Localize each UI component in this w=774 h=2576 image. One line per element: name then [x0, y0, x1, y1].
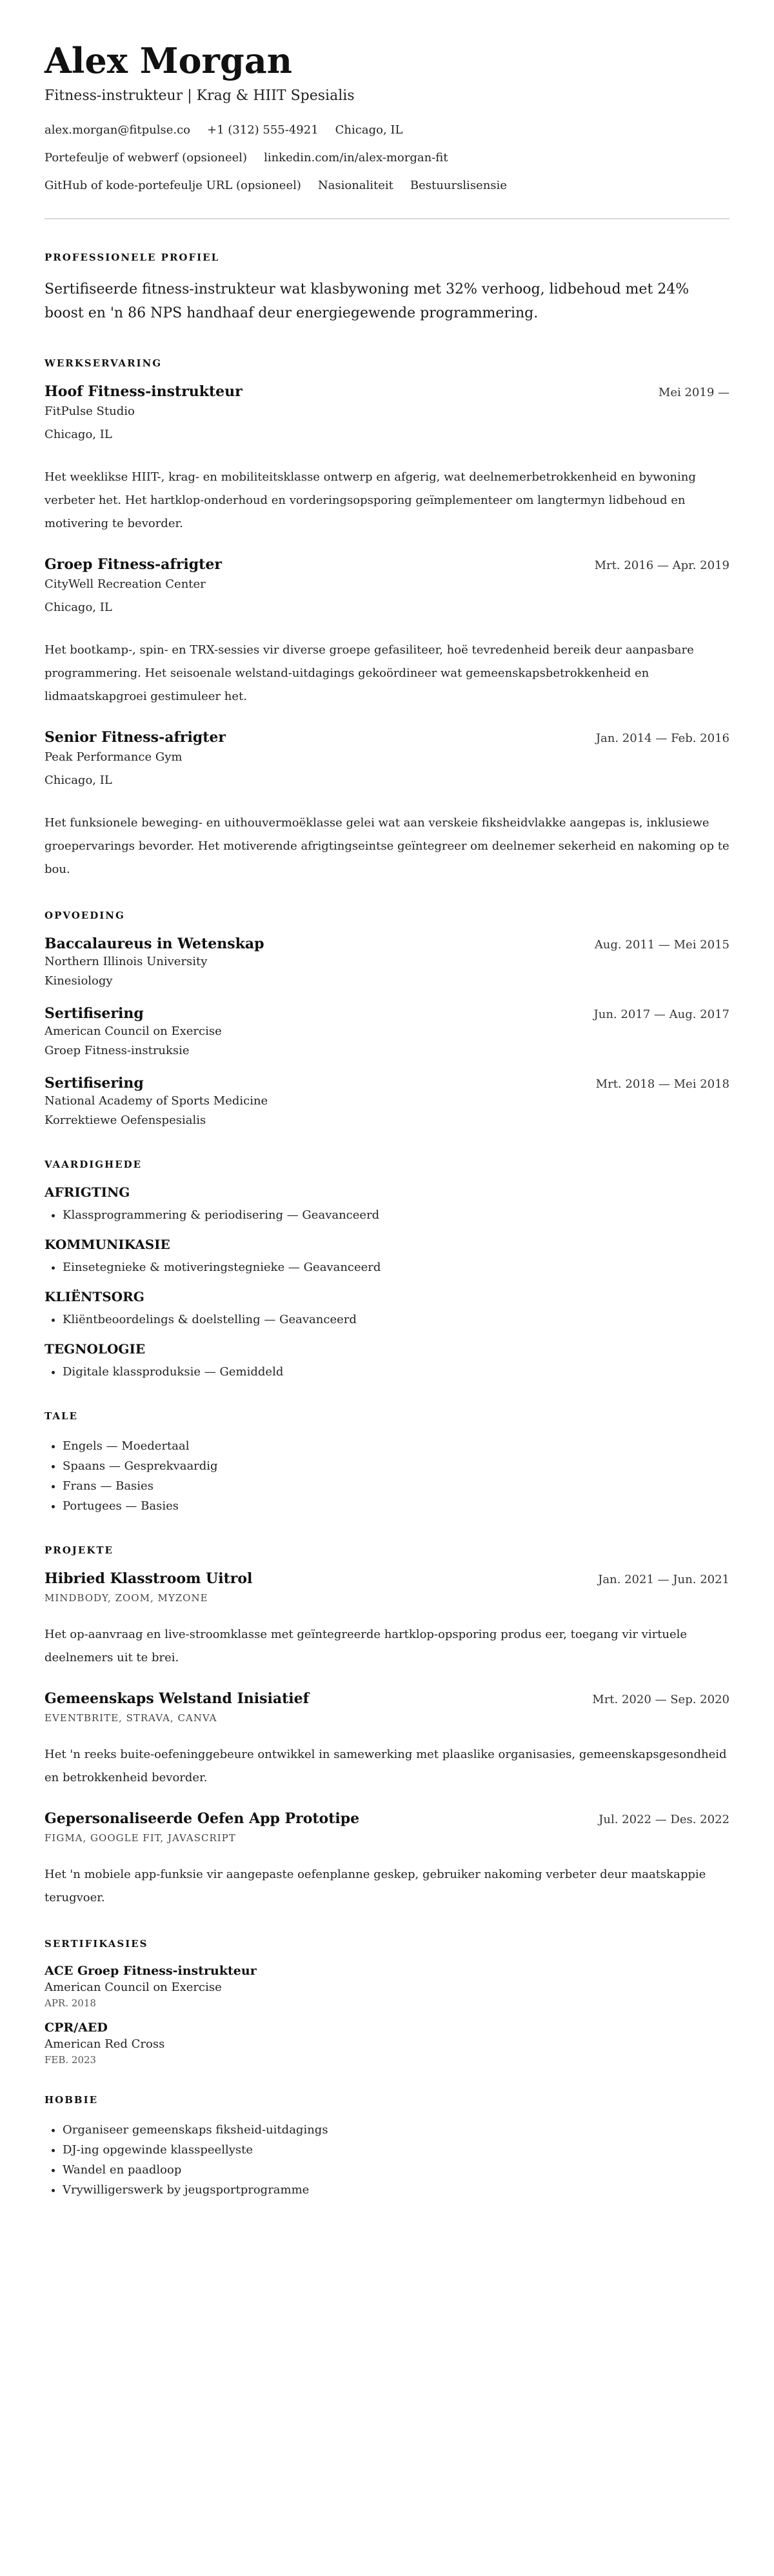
job-description: Het funksionele beweging- en uithouvermoëklasse gelei wat aan verskeie fiksheidvlakke aangepas is, inklusiewe groepervarings bevorder. Het motiverende afrigtingseintse geïntegreer om deelnemer sekerheid en nakoming op te bou. — [45, 816, 729, 876]
section-title: HOBBIE — [45, 2094, 99, 2106]
location: Chicago, IL — [45, 774, 112, 787]
project-entry — [45, 1690, 729, 1790]
field: Kinesiology — [45, 974, 113, 988]
section-title: PROJEKTE — [45, 1544, 114, 1556]
date-range: Jun. 2017 — Aug. 2017 — [593, 1008, 729, 1021]
certifications-section — [45, 1938, 729, 2066]
hobby-item: • Organiseer gemeenskaps fiksheid-uitdagings — [63, 2120, 729, 2140]
job-title: Hoof Fitness-instrukteur — [45, 383, 243, 400]
skill-category: TEGNOLOGIE — [45, 1341, 146, 1357]
section-title: WERKSERVARING — [45, 357, 163, 369]
date-range: Mrt. 2020 — Sep. 2020 — [592, 1693, 729, 1706]
section-title: PROFESSIONELE PROFIEL — [45, 252, 220, 263]
contact-row — [45, 151, 729, 165]
section-title: OPVOEDING — [45, 910, 125, 921]
school: National Academy of Sports Medicine — [45, 1094, 268, 1108]
project-tech: MINDBODY, ZOOM, MYZONE — [45, 1592, 208, 1604]
location: Chicago, IL — [45, 428, 112, 441]
hobby-item: • Wandel en paadloop — [63, 2160, 729, 2180]
school: American Council on Exercise — [45, 1024, 222, 1038]
project-name: Gemeenskaps Welstand Inisiatief — [45, 1690, 310, 1707]
entry-header — [45, 1570, 729, 1587]
entry-header — [45, 1690, 729, 1707]
project-name: Gepersonaliseerde Oefen App Prototipe — [45, 1810, 360, 1827]
certification-entry — [45, 2021, 729, 2066]
date-range: Jul. 2022 — Des. 2022 — [599, 1813, 729, 1826]
entry-header — [45, 556, 729, 573]
date-range: Aug. 2011 — Mei 2015 — [594, 938, 729, 952]
skills-section — [45, 1159, 729, 1382]
phone: +1 (312) 555-4921 — [207, 123, 319, 137]
entry-header — [45, 935, 729, 952]
language-item: • Spaans — Gesprekvaardig — [63, 1456, 729, 1476]
certification-name: CPR/AED — [45, 2021, 108, 2035]
company: FitPulse Studio — [45, 404, 135, 418]
skill-list — [45, 1205, 729, 1225]
section-title: TALE — [45, 1410, 78, 1422]
project-name: Hibried Klasstroom Uitrol — [45, 1570, 253, 1587]
degree: Sertifisering — [45, 1075, 144, 1092]
experience-entry — [45, 383, 729, 535]
resume-header — [45, 37, 729, 192]
hobbies-section — [45, 2094, 729, 2200]
entry-header — [45, 1075, 729, 1092]
job-title: Groep Fitness-afrigter — [45, 556, 222, 573]
experience-section — [45, 357, 729, 881]
job-description: Het bootkamp-, spin- en TRX-sessies vir diverse groepe gefasiliteer, hoë tevredenheid bereik deur aanpasbare programmering. Het seisoenale welstand-uitdagings gekoördineer wat gemeenskapsbetrokkenheid en lidmaatskapgroei gestimuleer het. — [45, 643, 694, 703]
issuer: American Council on Exercise — [45, 1981, 222, 1994]
experience-entry — [45, 729, 729, 881]
skill-category: KLIËNTSORG — [45, 1289, 144, 1304]
skill-list — [45, 1257, 729, 1277]
skill-list — [45, 1362, 729, 1382]
project-entry — [45, 1810, 729, 1910]
entry-header — [45, 729, 729, 746]
certification-entry — [45, 1964, 729, 2009]
company: Peak Performance Gym — [45, 750, 183, 764]
date-range: Mei 2019 — — [658, 386, 729, 399]
degree: Sertifisering — [45, 1005, 144, 1022]
language-item: • Portugees — Basies — [63, 1496, 729, 1516]
issuer: American Red Cross — [45, 2037, 165, 2051]
education-entry — [45, 935, 729, 991]
date-range: Mrt. 2016 — Apr. 2019 — [594, 559, 729, 572]
education-entry — [45, 1075, 729, 1130]
certification-date: APR. 2018 — [45, 1997, 96, 2009]
skill-category: KOMMUNIKASIE — [45, 1237, 170, 1252]
profile-section — [45, 252, 729, 325]
profile-text: Sertifiseerde fitness-instrukteur wat klasbywoning met 32% verhoog, lidbehoud met 24% boost en 'n 86 NPS handhaaf deur energiegewende programmering. — [45, 281, 690, 321]
language-item: • Engels — Moedertaal — [63, 1436, 729, 1456]
degree: Baccalaureus in Wetenskap — [45, 935, 264, 952]
entry-header — [45, 383, 729, 400]
nationality: Nasionaliteit — [317, 179, 393, 192]
email-link[interactable]: alex.morgan@fitpulse.co — [45, 123, 191, 137]
project-description: Het 'n mobiele app-funksie vir aangepaste oefenplanne geskep, gebruiker nakoming verbeter deur maatskappie terugvoer. — [45, 1868, 706, 1904]
location: Chicago, IL — [335, 123, 403, 137]
location: Chicago, IL — [45, 601, 112, 614]
skill-item: • Klassprogrammering & periodisering — Geavanceerd — [63, 1205, 729, 1225]
linkedin-link[interactable]: linkedin.com/in/alex-morgan-fit — [264, 151, 448, 165]
skill-category: AFRIGTING — [45, 1184, 130, 1200]
field: Korrektiewe Oefenspesialis — [45, 1113, 206, 1127]
projects-section — [45, 1544, 729, 1910]
date-range: Jan. 2014 — Feb. 2016 — [595, 732, 729, 745]
divider — [45, 218, 729, 219]
skill-item: • Digitale klassproduksie — Gemiddeld — [63, 1362, 729, 1382]
name: Alex Morgan — [45, 40, 293, 81]
company: CityWell Recreation Center — [45, 577, 206, 591]
project-description: Het op-aanvraag en live-stroomklasse met geïntegreerde hartklop-opsporing produs eer, toegang vir virtuele deelnemers uit te brei. — [45, 1628, 688, 1664]
project-entry — [45, 1570, 729, 1670]
school: Northern Illinois University — [45, 955, 208, 968]
skill-list — [45, 1310, 729, 1330]
job-title: Senior Fitness-afrigter — [45, 729, 226, 746]
date-range: Jan. 2021 — Jun. 2021 — [598, 1573, 729, 1586]
hobby-item: • DJ-ing opgewinde klasspeellyste — [63, 2140, 729, 2160]
entry-header — [45, 1810, 729, 1827]
contact-row — [45, 123, 729, 137]
contact-row — [45, 179, 729, 192]
education-entry — [45, 1005, 729, 1061]
drivers-license: Bestuurslisensie — [410, 179, 507, 192]
entry-header — [45, 1005, 729, 1022]
certification-name: ACE Groep Fitness-instrukteur — [45, 1964, 257, 1978]
job-subtitle: Fitness-instrukteur | Krag & HIIT Spesialis — [45, 88, 355, 104]
date-range: Mrt. 2018 — Mei 2018 — [595, 1077, 729, 1091]
portfolio-link[interactable]: Portefeulje of webwerf (opsioneel) — [45, 151, 248, 165]
skill-item: • Kliëntbeoordelings & doelstelling — Geavanceerd — [63, 1310, 729, 1330]
github-link[interactable]: GitHub of kode-portefeulje URL (opsioneel) — [45, 179, 301, 192]
hobby-item: • Vrywilligerswerk by jeugsportprogramme — [63, 2180, 729, 2200]
field: Groep Fitness-instruksie — [45, 1044, 190, 1057]
project-description: Het 'n reeks buite-oefeninggebeure ontwikkel in samewerking met plaaslike organisasies, gemeenskapsgesondheid en betrokkenheid bevorder. — [45, 1748, 727, 1784]
job-description: Het weeklikse HIIT-, krag- en mobiliteitsklasse ontwerp en afgerig, wat deelnemerbetrokkenheid en bywoning verbeter het. Het hartklop-onderhoud en vorderingsopsporing geïmplementeer om langtermyn lidbehoud en motivering te bevorder. — [45, 470, 696, 530]
skill-item: • Einsetegnieke & motiveringstegnieke — Geavanceerd — [63, 1257, 729, 1277]
section-title: VAARDIGHEDE — [45, 1159, 143, 1170]
languages-section — [45, 1410, 729, 1516]
experience-entry — [45, 556, 729, 708]
project-tech: EVENTBRITE, STRAVA, CANVA — [45, 1712, 217, 1724]
education-section — [45, 910, 729, 1130]
project-tech: FIGMA, GOOGLE FIT, JAVASCRIPT — [45, 1832, 236, 1844]
section-title: SERTIFIKASIES — [45, 1938, 148, 1950]
language-item: • Frans — Basies — [63, 1476, 729, 1496]
certification-date: FEB. 2023 — [45, 2054, 97, 2066]
